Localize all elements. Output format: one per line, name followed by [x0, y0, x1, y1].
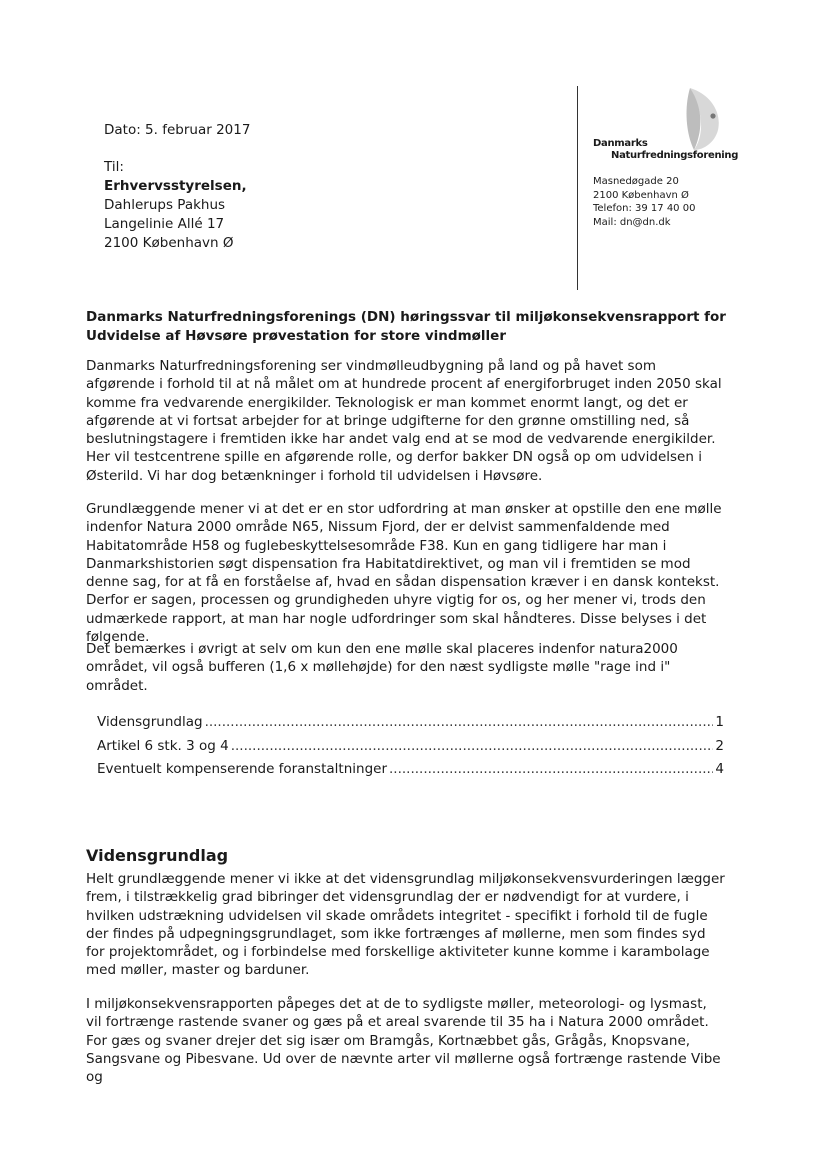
org-address-line: 2100 København Ø [593, 189, 689, 201]
org-phone: Telefon: 39 17 40 00 [593, 203, 696, 214]
toc-entry[interactable] [97, 761, 724, 785]
toc-page: 1 [715, 714, 724, 730]
recipient-line: Langelinie Allé 17 [104, 216, 225, 232]
org-address-line: Masnedøgade 20 [593, 176, 679, 187]
recipient-line: Dahlerups Pakhus [104, 197, 226, 213]
toc-leader [205, 714, 714, 730]
toc-leader [231, 738, 714, 754]
document-title: Danmarks Naturfredningsforenings (DN) høringssvar til miljøkonsekvensrapport for Udvidelse af Høvsøre prøvestation for store vindmøller [86, 309, 726, 344]
recipient-line: 2100 København Ø [104, 235, 234, 251]
header-divider [577, 86, 578, 290]
toc-label: Vidensgrundlag [97, 714, 203, 730]
paragraph: Det bemærkes i øvrigt at selv om kun den ene mølle skal placeres indenfor natura2000 området, vil også bufferen (1,6 x møllehøjde) for den næst sydligste mølle "rage ind i" området. [86, 641, 678, 694]
to-label: Til: [104, 159, 124, 175]
toc-label: Eventuelt kompenserende foranstaltninger [97, 761, 387, 777]
section-heading: Vidensgrundlag [86, 846, 229, 865]
toc-page: 2 [715, 737, 724, 754]
letter-date: Dato: 5. februar 2017 [104, 122, 251, 138]
org-name [593, 138, 738, 162]
toc-entry[interactable] [97, 738, 724, 762]
org-address [593, 175, 695, 229]
toc-label: Artikel 6 stk. 3 og 4 [97, 737, 229, 754]
paragraph: Grundlæggende mener vi at det er en stor udfordring at man ønsker at opstille den ene mølle indenfor Natura 2000 område N65, Nissum Fjord, der er delvist sammenfaldende med Habitatområde H58 og fuglebeskyttelsesområde F38. Kun en gang tidligere har man i Danmarkshistorien søgt dispensation fra Habitatdirektivet, og man vil i fremtiden se mod denne sag, for at få en forståelse af, hvad en sådan dispensation kræver i en dansk kontekst. Derfor er sagen, processen og grundigheden uhyre vigtig for os, og her mener vi, trods den udmærkede rapport, at man har nogle udfordringer som skal håndteres. Disse belyses i det følgende. [86, 501, 722, 646]
org-name-line: Naturfredningsforening [611, 150, 739, 161]
paragraph: Helt grundlæggende mener vi ikke at det vidensgrundlag miljøkonsekvensvurderingen lægger frem, i tilstrækkelig grad bibringer det vidensgrundlag der er nødvendigt for at vurdere, i hvilken udstrækning udvidelsen vil skade områdets integritet - specifikt i forhold til de fugle der findes på udpegningsgrundlaget, som ikke fortrænges af møllerne, men som findes syd for projektområdet, og i forbindelse med forskellige aktiviteter kunne komme i karambolage med møller, master og barduner. [86, 871, 725, 979]
org-email: Mail: dn@dn.dk [593, 216, 671, 228]
table-of-contents [97, 714, 724, 785]
paragraph: Danmarks Naturfredningsforening ser vindmølleudbygning på land og på havet som afgørende i forhold til at nå målet om at hundrede procent af energiforbruget inden 2050 skal komme fra vedvarende energikilder. Teknologisk er man kommet enormt langt, og det er afgørende at vi fortsat arbejder for at bringe udgifterne for den grønne omstilling ned, så beslutningstagere i fremtiden ikke har andet valg end at se mod de vedvarende energikilder. Her vil testcentrene spille en afgørende rolle, og derfor bakker DN også op om udvidelsen i Østerild. Vi har dog betænkninger i forhold til udvidelsen i Høvsøre. [86, 358, 722, 484]
toc-entry[interactable] [97, 714, 724, 738]
recipient-block [104, 158, 247, 253]
org-name-line: Danmarks [593, 138, 648, 149]
recipient-name: Erhvervsstyrelsen, [104, 178, 247, 194]
toc-page: 4 [715, 761, 724, 777]
toc-leader [389, 761, 713, 777]
paragraph: I miljøkonsekvensrapporten påpeges det at de to sydligste møller, meteorologi- og lysmast, vil fortrænge rastende svaner og gæs på et areal svarende til 35 ha i Natura 2000 området. For gæs og svaner drejer det sig især om Bramgås, Kortnæbbet gås, Grågås, Knopsvane, Sangsvane og Pibesvane. Ud over de nævnte arter vil møllerne også fortrænge rastende Vibe og [86, 996, 721, 1086]
